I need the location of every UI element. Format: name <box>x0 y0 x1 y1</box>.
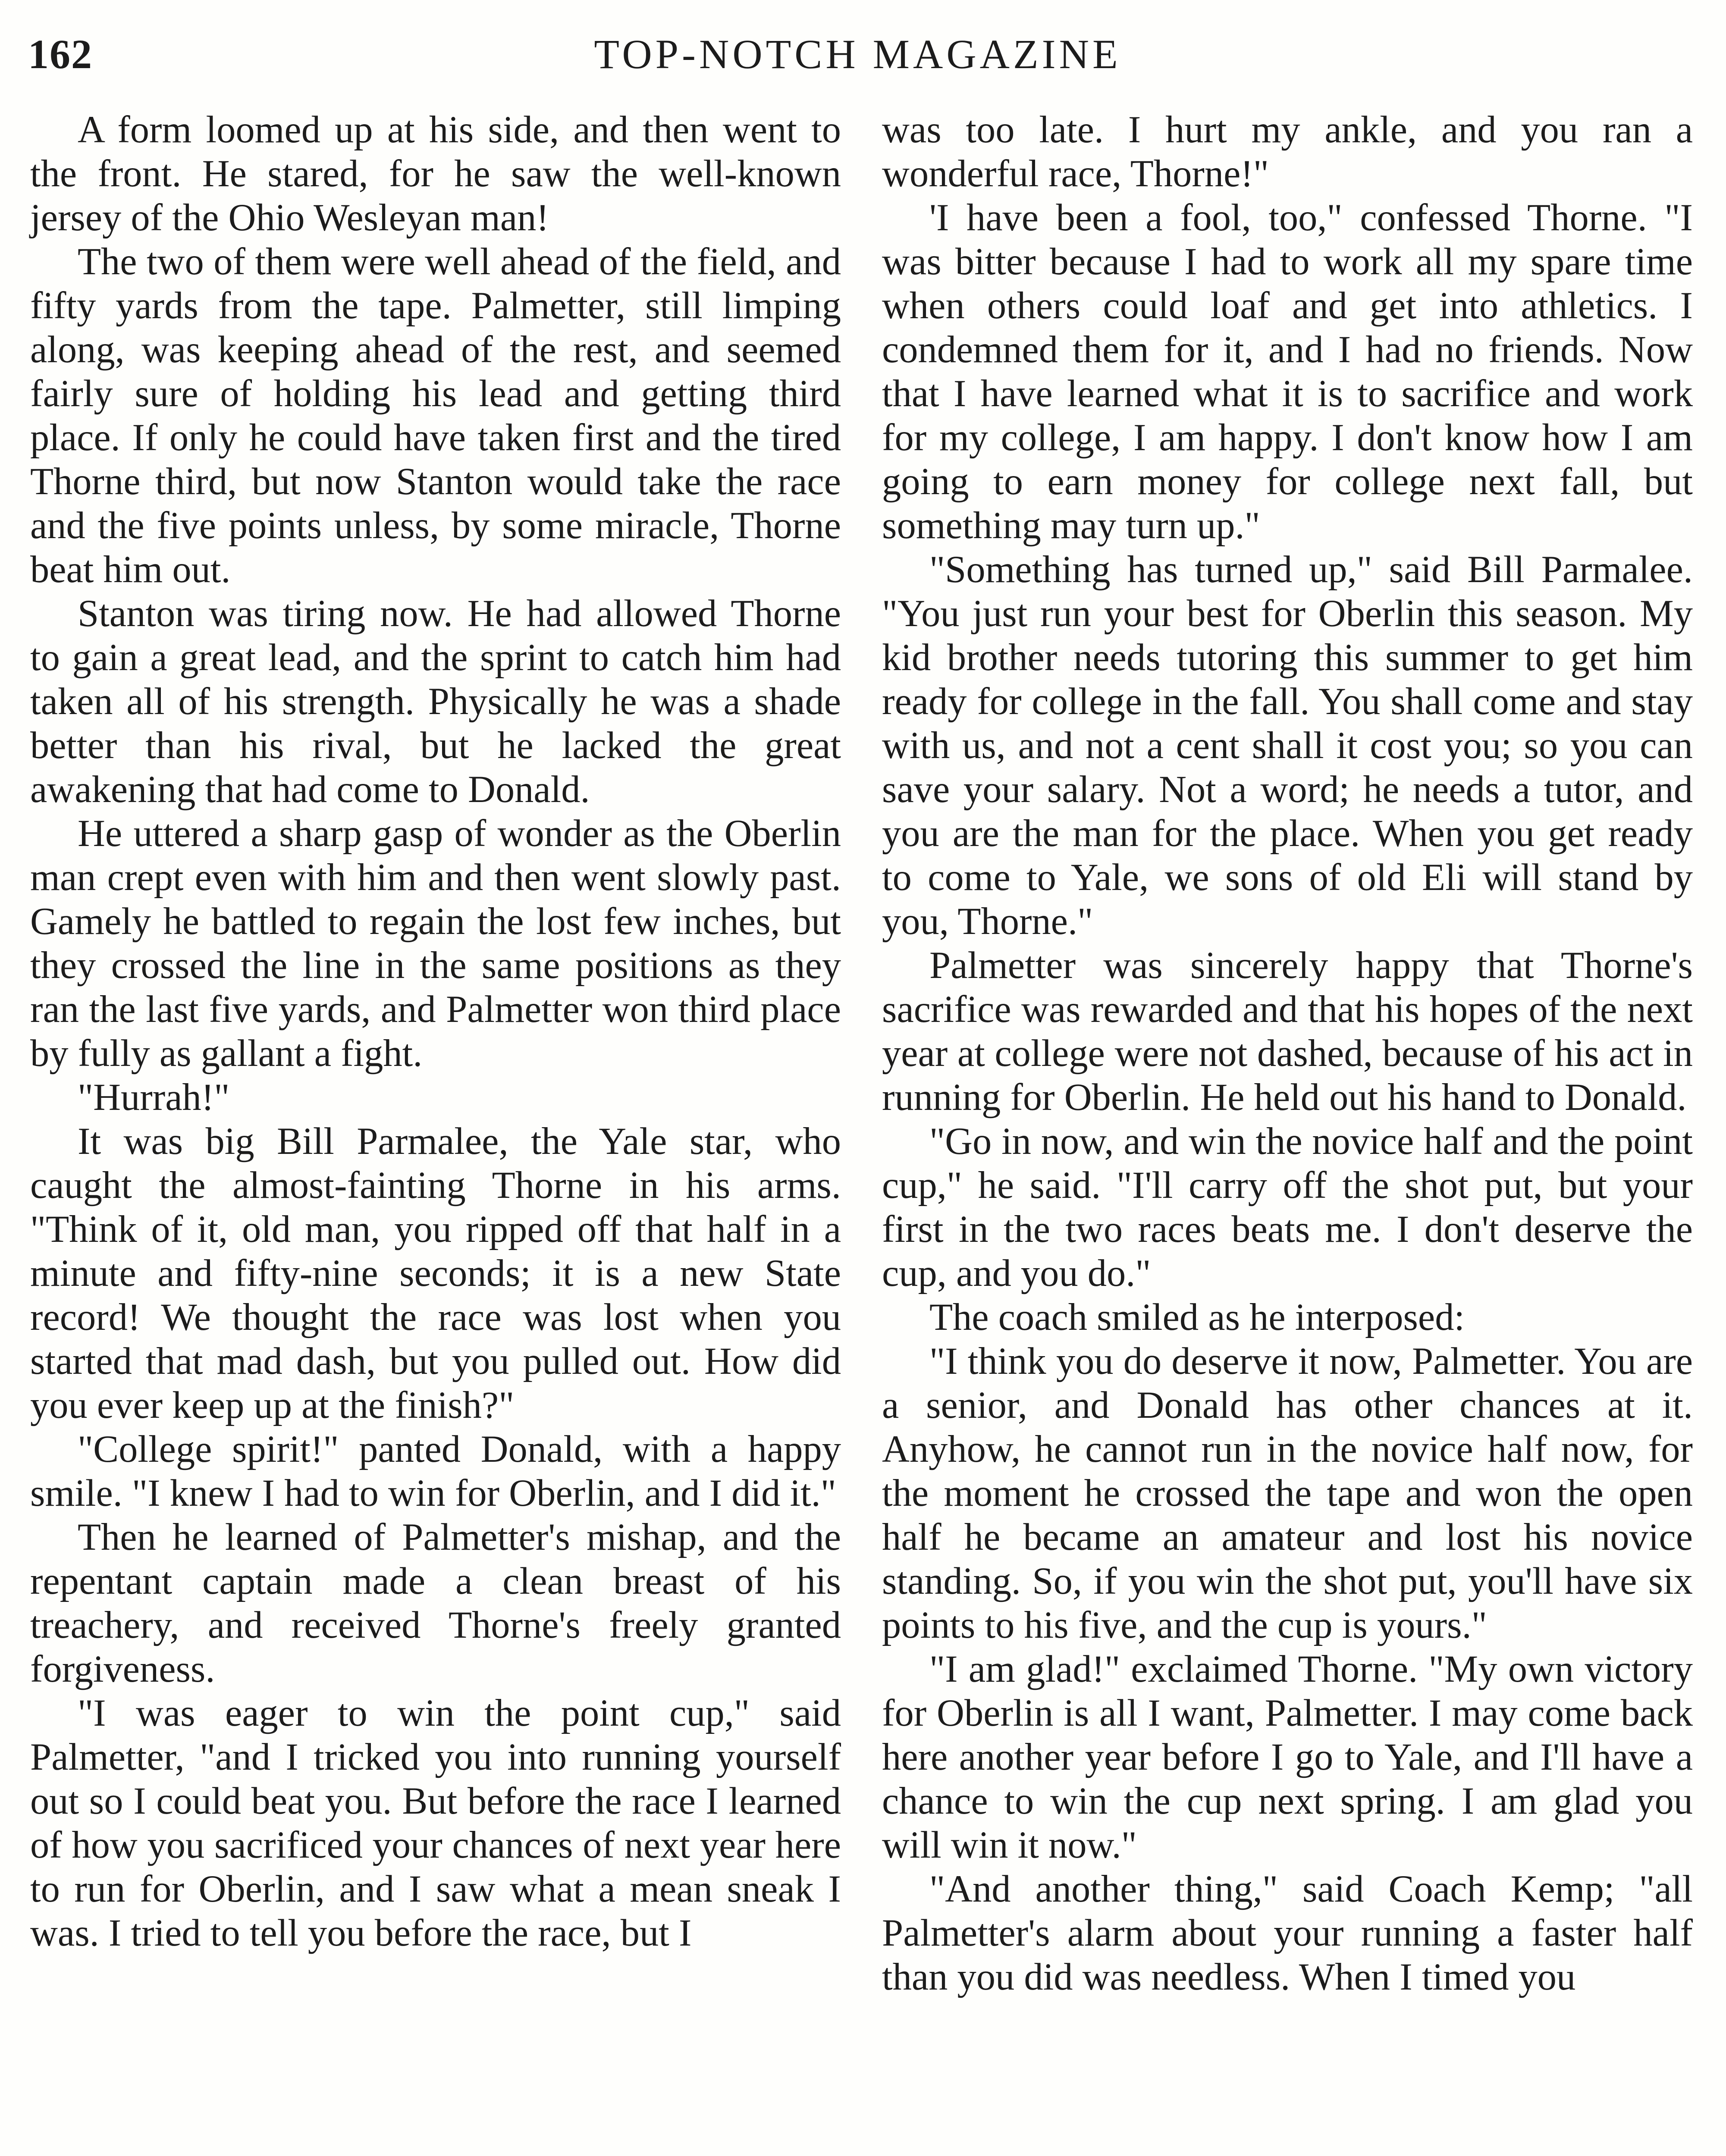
paragraph: "I was eager to win the point cup," said Palmetter, "and I tricked you into running yourself out so I could beat you. But before the race I learned of how you sacrificed your chances of next year here to run for Oberlin, and I saw what a mean sneak I was. I tried to tell you before the race, but I <box>30 1692 841 1954</box>
paragraph: It was big Bill Parmalee, the Yale star, who caught the almost-fainting Thorne in his arms. "Think of it, old man, you ripped off that half in a minute and fifty-nine seconds; it is a new State record! We thought the race was lost when you started that mad dash, but you pulled out. How did you ever keep up at the finish?" <box>30 1120 841 1426</box>
paragraph: A form loomed up at his side, and then went to the front. He stared, for he saw the well-known jersey of the Ohio Wesleyan man! <box>30 109 841 239</box>
paragraph: The two of them were well ahead of the field, and fifty yards from the tape. Palmetter, still limping along, was keeping ahead of the rest, and seemed fairly sure of holding his lead and getting third place. If only he could have taken first and the tired Thorne third, but now Stanton would take the race and the five points unless, by some miracle, Thorne beat him out. <box>30 241 841 591</box>
paragraph: "I think you do deserve it now, Palmetter. You are a senior, and Donald has other chances at it. Anyhow, he cannot run in the novice half now, for the moment he crossed the tape and won the open half he became an amateur and lost his novice standing. So, if you win the shot put, you'll have six points to his five, and the cup is yours." <box>882 1340 1693 1646</box>
paragraph: He uttered a sharp gasp of wonder as the Oberlin man crept even with him and then went slowly past. Gamely he battled to regain the lost few inches, but they crossed the line in the same positions as they ran the last five yards, and Palmetter won third place by fully as gallant a fight. <box>30 812 841 1075</box>
page-number: 162 <box>28 31 93 77</box>
paragraph: "College spirit!" panted Donald, with a happy smile. "I knew I had to win for Oberlin, and I did it." <box>30 1428 841 1514</box>
paragraph: 'I have been a fool, too," confessed Thorne. "I was bitter because I had to work all my spare time when others could loaf and get into athletics. I condemned them for it, and I had no friends. Now that I have learned what it is to sacrifice and work for my college, I am happy. I don't know how I am going to earn money for college next fall, but something may turn up." <box>882 197 1693 547</box>
paragraph-continuation: was too late. I hurt my ankle, and you ran a wonderful race, Thorne!" <box>882 109 1693 195</box>
right-column <box>882 108 1693 1999</box>
paragraph: "Something has turned up," said Bill Parmalee. "You just run your best for Oberlin this season. My kid brother needs tutoring this summer to get him ready for college in the fall. You shall come and stay with us, and not a cent shall it cost you; so you can save your salary. Not a word; he needs a tutor, and you are the man for the place. When you get ready to come to Yale, we sons of old Eli will stand by you, Thorne." <box>882 548 1693 943</box>
paragraph: The coach smiled as he interposed: <box>929 1296 1465 1338</box>
running-title: TOP-NOTCH MAGAZINE <box>594 31 1121 77</box>
paragraph: Then he learned of Palmetter's mishap, and the repentant captain made a clean breast of his treachery, and received Thorne's freely granted forgiveness. <box>30 1516 841 1690</box>
paragraph: "Go in now, and win the novice half and the point cup," he said. "I'll carry off the shot put, but your first in the two races beats me. I don't deserve the cup, and you do." <box>882 1120 1693 1294</box>
paragraph: Stanton was tiring now. He had allowed Thorne to gain a great lead, and the sprint to catch him had taken all of his strength. Physically he was a shade better than his rival, but he lacked the great awakening that had come to Donald. <box>30 592 841 811</box>
paragraph: "And another thing," said Coach Kemp; "all Palmetter's alarm about your running a faster half than you did was needless. When I timed you <box>882 1868 1693 1998</box>
page-header <box>28 30 1687 86</box>
paragraph: "I am glad!" exclaimed Thorne. "My own victory for Oberlin is all I want, Palmetter. I may come back here another year before I go to Yale, and I'll have a chance to win the cup next spring. I am glad you will win it now." <box>882 1648 1693 1866</box>
left-column <box>30 108 841 1955</box>
paragraph: "Hurrah!" <box>78 1076 230 1119</box>
paragraph: Palmetter was sincerely happy that Thorne's sacrifice was rewarded and that his hopes of the next year at college were not dashed, because of his act in running for Oberlin. He held out his hand to Donald. <box>882 944 1693 1119</box>
